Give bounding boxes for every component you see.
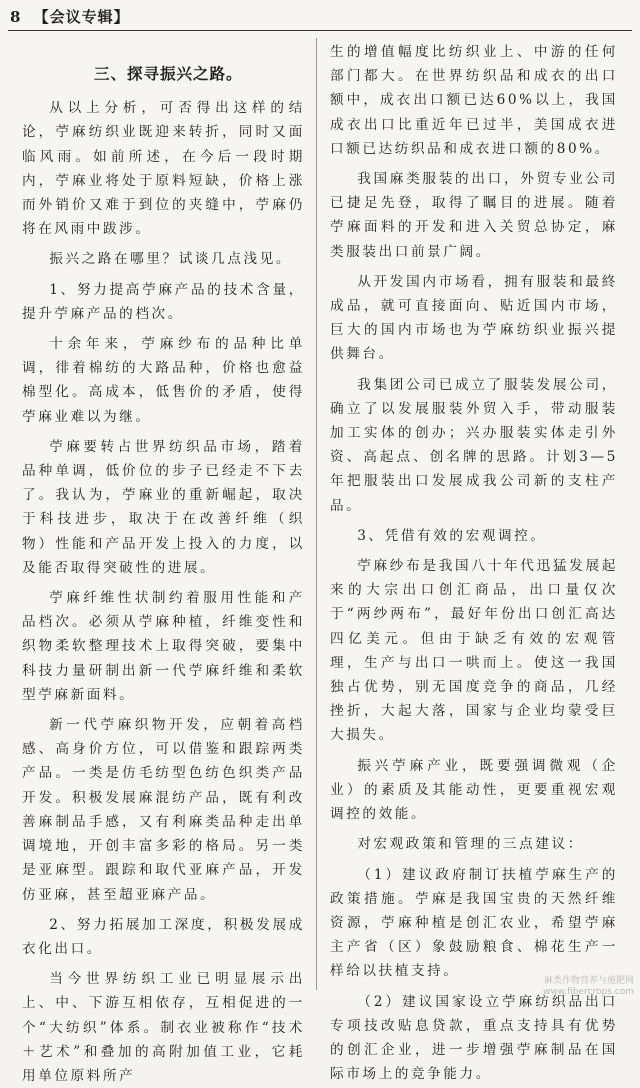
header-rule bbox=[8, 30, 632, 31]
paragraph: 我集团公司已成立了服装发展公司，确立了以发展服装外贸入手，带动服装加工实体的创办；兴办服装实体走引外资、高起点、创名牌的思路。计划3—5年把服装出口发展成我公司新的支柱产品。 bbox=[330, 376, 618, 514]
paragraph: 我国麻类服装的出口，外贸专业公司已捷足先登，取得了瞩目的进展。随着苧麻面料的开发和进入关贸总协定，麻类服装出口前景广阔。 bbox=[330, 171, 618, 260]
paragraph: 十余年来，苧麻纱布的品种比单调，徘着棉纺的大路品种，价格也愈益棉型化。高成本，低售价的矛盾，使得苧麻业难以为继。 bbox=[22, 336, 305, 425]
paragraph: 3、凭借有效的宏观调控。 bbox=[357, 527, 547, 544]
paragraph: 从开发国内市场看，拥有服装和最終成品，就可直接面向、贴近国内市场，巨大的国内市场也为苧麻纺织业振兴提供舞台。 bbox=[330, 273, 618, 363]
paragraph: 振兴苧麻产业，既要强调微观（企业）的素质及其能动性，更要重视宏观调控的效能。 bbox=[330, 757, 618, 823]
section-title: 三、探寻振兴之路。 bbox=[94, 64, 243, 83]
watermark-line: 麻类作物营养与施肥网 bbox=[543, 976, 634, 986]
paragraph: 当今世界纺织工业已明显展示出上、中、下游互相依存，互相促进的一个“大纺织”体系。制衣业被称作“技术＋艺术”和叠加的高附加值工业，它耗用单位原料所产 bbox=[22, 971, 305, 1084]
page-header bbox=[10, 6, 130, 27]
section-label: 【会议专辑】 bbox=[33, 8, 130, 26]
paragraph: 振兴之路在哪里？试谈几点浅见。 bbox=[49, 251, 293, 268]
watermark bbox=[543, 976, 634, 998]
paragraph: 苧麻要转占世界纺织品市场，踏着品种单调，低价位的步子已经走不下去了。我认为，苧麻业的重新崛起，取决于科技进步，取决于在改善纤维（织物）性能和产品开发上投入的力度，以及能否取得突破性的进展。 bbox=[22, 438, 305, 576]
left-column bbox=[22, 40, 305, 1084]
paragraph: 新一代苧麻织物开发，应朝着高档感、高身价方位，可以借鉴和跟踪两类产品。一类是仿毛纺型色纺色织类产品开发。积极发展麻混纺产品，既有利改善麻制品手感，又有利麻类品种走出单调境地，开创丰富多彩的格局。另一类是亚麻型。跟踪和取代亚麻产品，开发仿亚麻，甚至超亚麻产品。 bbox=[22, 717, 305, 903]
paragraph: （2）建议国家设立苧麻纺织品出口专项技改贴息贷款，重点支持具有优势的创汇企业，进一步增强苧麻制品在国际市场上的竞争能力。 bbox=[330, 993, 618, 1083]
paragraph: 2、努力拓展加工深度，积极发展成衣化出口。 bbox=[22, 916, 305, 957]
paragraph: 苧麻纤维性状制约着服用性能和产品档次。必须从苧麻种植，纤维变性和织物柔软整理技术上取得突破，要集中科技力量研制出新一代苧麻纤维和柔软型苧麻新面料。 bbox=[22, 590, 305, 703]
paragraph: 苧麻纱布是我国八十年代迅猛发展起来的大宗出口创汇商品，出口量仅次于“两纱两布”，最好年份出口创汇高达四亿美元。但由于缺乏有效的宏观管理，生产与出口一哄而上。使这一我国独占优势，别无国度竞争的商品，几经挫折，大起大落，国家与企业均蒙受巨大损失。 bbox=[330, 558, 618, 744]
paragraph: 从以上分析，可否得出这样的结论，苧麻纺织业既迎来转折，同时又面临风雨。如前所述，在今后一段时期内，苧麻业将处于原料短缺，价格上涨而外销价又难于到位的夹缝中，苧麻仍将在风雨中跋涉。 bbox=[22, 100, 305, 238]
page-number: 8 bbox=[10, 8, 22, 26]
column-divider bbox=[316, 38, 317, 990]
paragraph: 对宏观政策和管理的三点建议： bbox=[357, 836, 584, 853]
paragraph: 生的增值幅度比纺织业上、中游的任何部门都大。在世界纺织品和成衣的出口额中，成衣出口额已达60%以上，我国成衣出口比重近年已过半，美国成衣进口额已达纺织品和成衣进口额的80%。 bbox=[330, 44, 618, 157]
watermark-line: www.fibercrops.com bbox=[543, 987, 634, 997]
paragraph: 1、努力提高苧麻产品的技术含量，提升苧麻产品的档次。 bbox=[22, 281, 305, 322]
paragraph: （1）建议政府制订扶植苧麻生产的政策措施。苧麻是我国宝贵的天然纤维资源，苧麻种植是创汇农业，希望苧麻主产省（区）象鼓励粮食、棉花生产一样给以扶植支持。 bbox=[330, 866, 618, 980]
